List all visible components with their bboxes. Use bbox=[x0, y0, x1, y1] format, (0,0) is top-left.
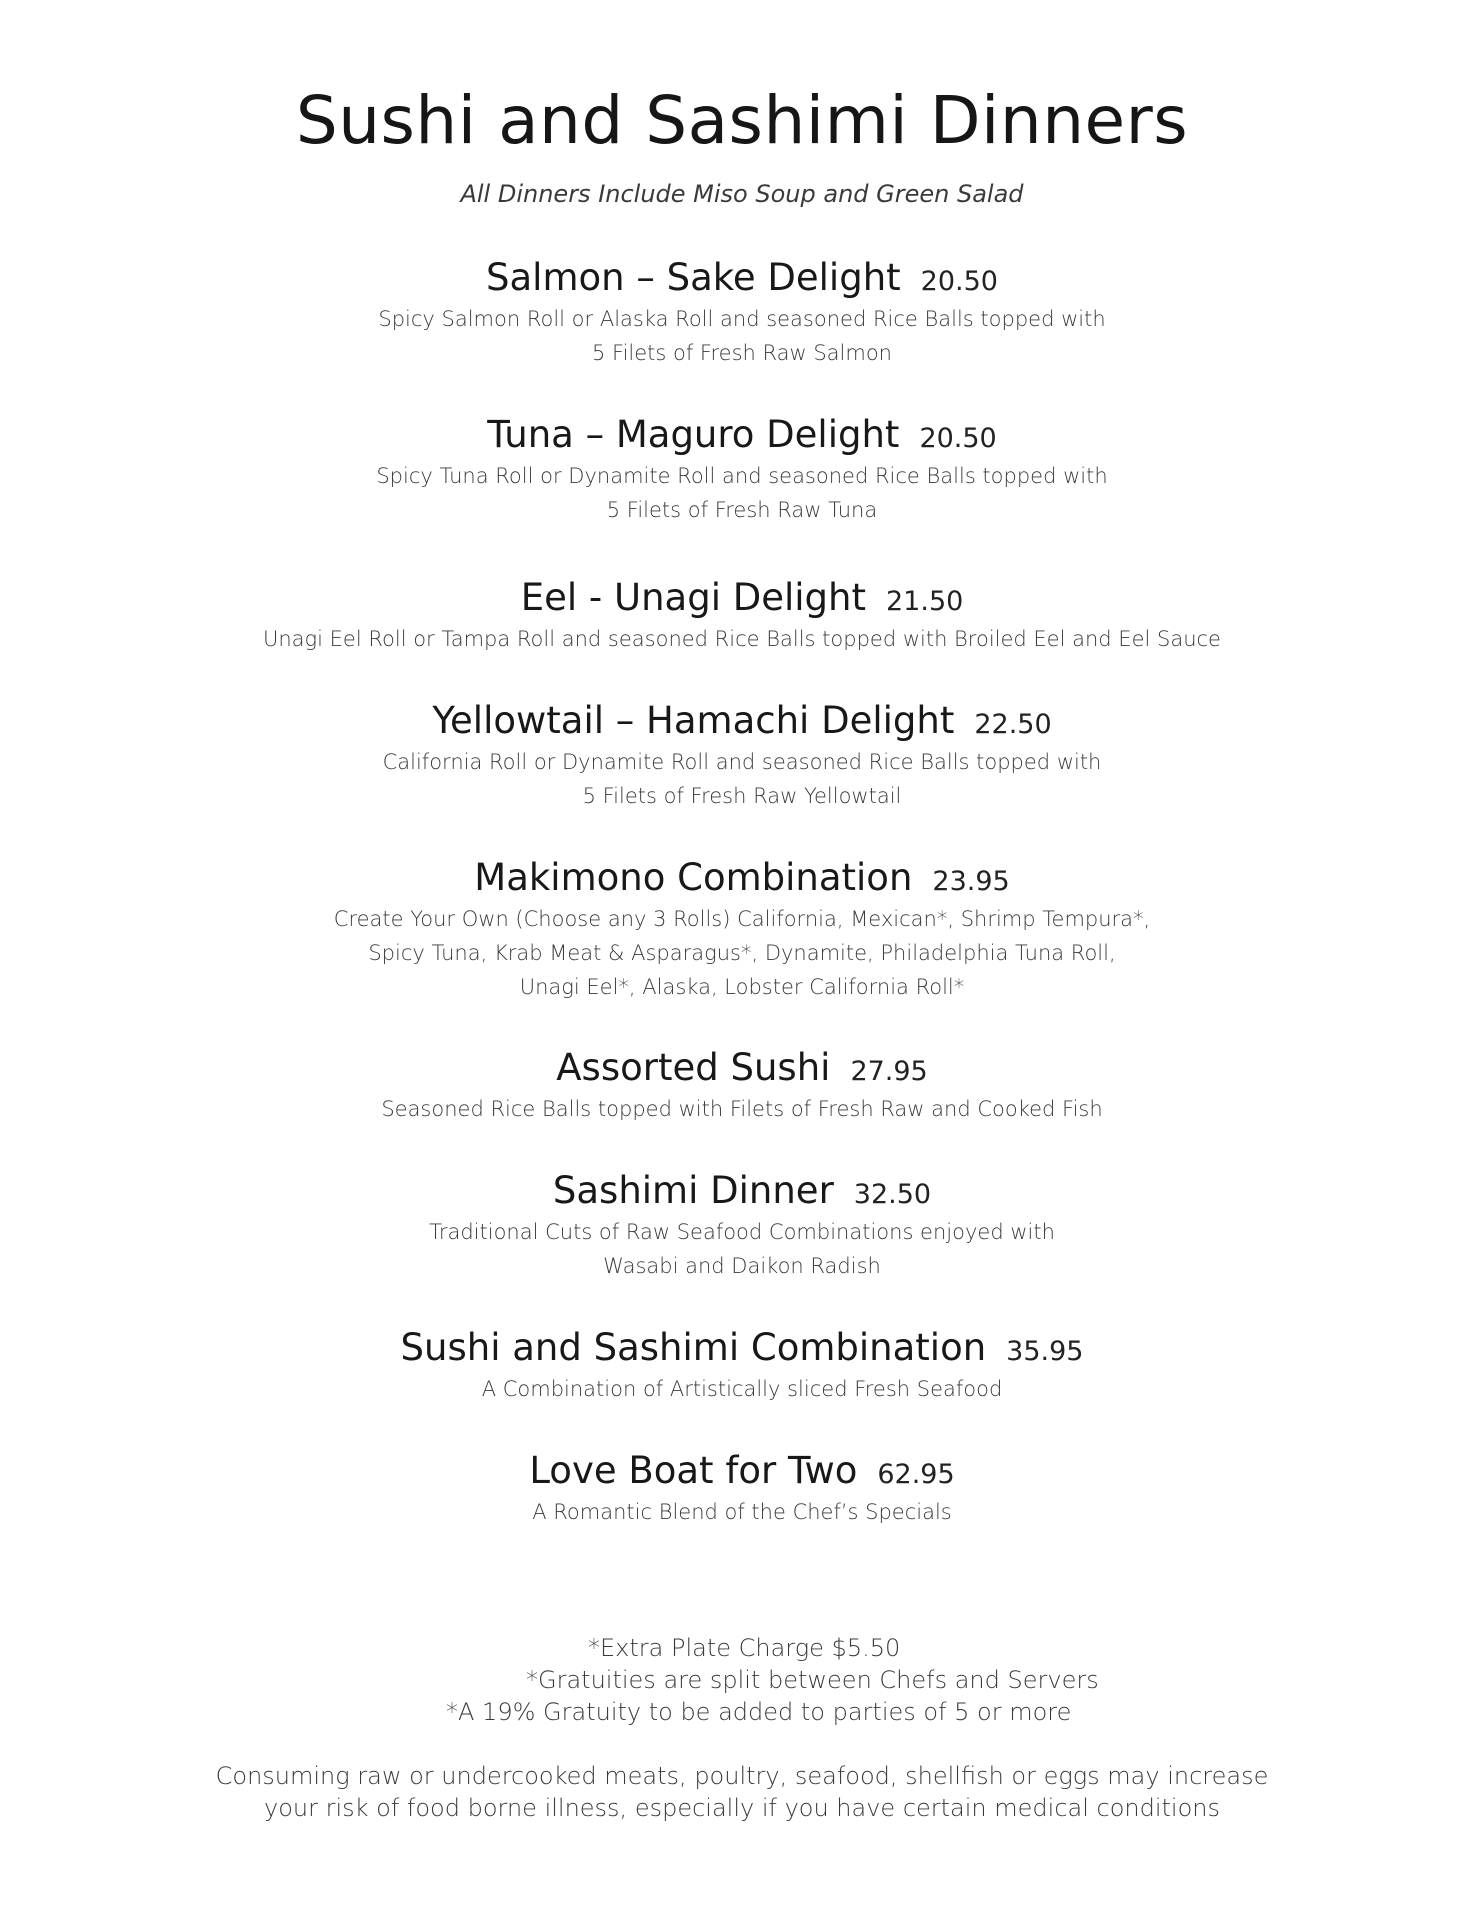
item-description: 5 Filets of Fresh Raw Tuna bbox=[606, 498, 878, 522]
item-description: Wasabi and Daikon Radish bbox=[603, 1254, 881, 1278]
menu-item bbox=[0, 413, 1484, 527]
menu-title: Sushi and Sashimi Dinners bbox=[295, 82, 1189, 159]
footnote: *A 19% Gratuity to be added to parties of 5 or more bbox=[446, 1698, 1072, 1726]
item-price: 27.95 bbox=[850, 1056, 928, 1087]
footnote: *Extra Plate Charge $5.50 bbox=[588, 1634, 901, 1662]
item-price: 20.50 bbox=[919, 423, 997, 454]
menu-item bbox=[0, 1326, 1484, 1406]
item-price: 22.50 bbox=[974, 709, 1052, 740]
item-description: 5 Filets of Fresh Raw Yellowtail bbox=[582, 784, 902, 808]
item-name: Salmon – Sake Delight bbox=[486, 256, 901, 299]
item-price: 62.95 bbox=[877, 1459, 955, 1490]
menu-item bbox=[0, 856, 1484, 1004]
warning-line: your risk of food borne illness, especially if you have certain medical conditions bbox=[264, 1794, 1220, 1822]
item-description: Create Your Own (Choose any 3 Rolls) California, Mexican*, Shrimp Tempura*, bbox=[333, 907, 1151, 931]
item-price: 20.50 bbox=[920, 266, 998, 297]
item-price: 35.95 bbox=[1006, 1336, 1084, 1367]
health-warning bbox=[0, 1760, 1484, 1824]
item-name: Yellowtail – Hamachi Delight bbox=[432, 699, 955, 742]
menu-item bbox=[0, 256, 1484, 370]
footnotes bbox=[0, 1632, 1484, 1728]
item-description: Unagi Eel Roll or Tampa Roll and seasoned Rice Balls topped with Broiled Eel and Eel Sauce bbox=[263, 627, 1221, 651]
item-price: 32.50 bbox=[853, 1179, 932, 1210]
item-description: A Combination of Artistically sliced Fresh Seafood bbox=[481, 1377, 1003, 1401]
footnote: *Gratuities are split between Chefs and Servers bbox=[526, 1666, 1099, 1694]
item-name: Sashimi Dinner bbox=[552, 1169, 834, 1212]
item-name: Eel - Unagi Delight bbox=[520, 576, 866, 619]
item-name: Assorted Sushi bbox=[556, 1046, 831, 1089]
menu-item bbox=[0, 1449, 1484, 1529]
item-description: Traditional Cuts of Raw Seafood Combinations enjoyed with bbox=[429, 1220, 1055, 1244]
item-name: Makimono Combination bbox=[474, 856, 913, 899]
item-name: Love Boat for Two bbox=[529, 1449, 858, 1492]
item-description: California Roll or Dynamite Roll and seasoned Rice Balls topped with bbox=[382, 750, 1102, 774]
item-description: Spicy Tuna, Krab Meat & Asparagus*, Dynamite, Philadelphia Tuna Roll, bbox=[368, 941, 1116, 965]
item-description: Seasoned Rice Balls topped with Filets of Fresh Raw and Cooked Fish bbox=[381, 1097, 1103, 1121]
item-price: 21.50 bbox=[886, 586, 964, 617]
item-description: 5 Filets of Fresh Raw Salmon bbox=[591, 341, 892, 365]
menu-item bbox=[0, 1046, 1484, 1126]
item-price: 23.95 bbox=[932, 866, 1010, 897]
menu-subtitle: All Dinners Include Miso Soup and Green Salad bbox=[460, 180, 1024, 208]
item-description: Unagi Eel*, Alaska, Lobster California Roll* bbox=[519, 975, 965, 999]
item-name: Sushi and Sashimi Combination bbox=[400, 1326, 987, 1369]
item-description: A Romantic Blend of the Chef’s Specials bbox=[532, 1500, 952, 1524]
item-description: Spicy Salmon Roll or Alaska Roll and seasoned Rice Balls topped with bbox=[378, 307, 1106, 331]
warning-line: Consuming raw or undercooked meats, poultry, seafood, shellfish or eggs may increase bbox=[215, 1762, 1269, 1790]
menu-item bbox=[0, 699, 1484, 813]
item-description: Spicy Tuna Roll or Dynamite Roll and seasoned Rice Balls topped with bbox=[376, 464, 1108, 488]
item-name: Tuna – Maguro Delight bbox=[487, 413, 900, 456]
menu-item bbox=[0, 1169, 1484, 1283]
menu-item bbox=[0, 576, 1484, 656]
